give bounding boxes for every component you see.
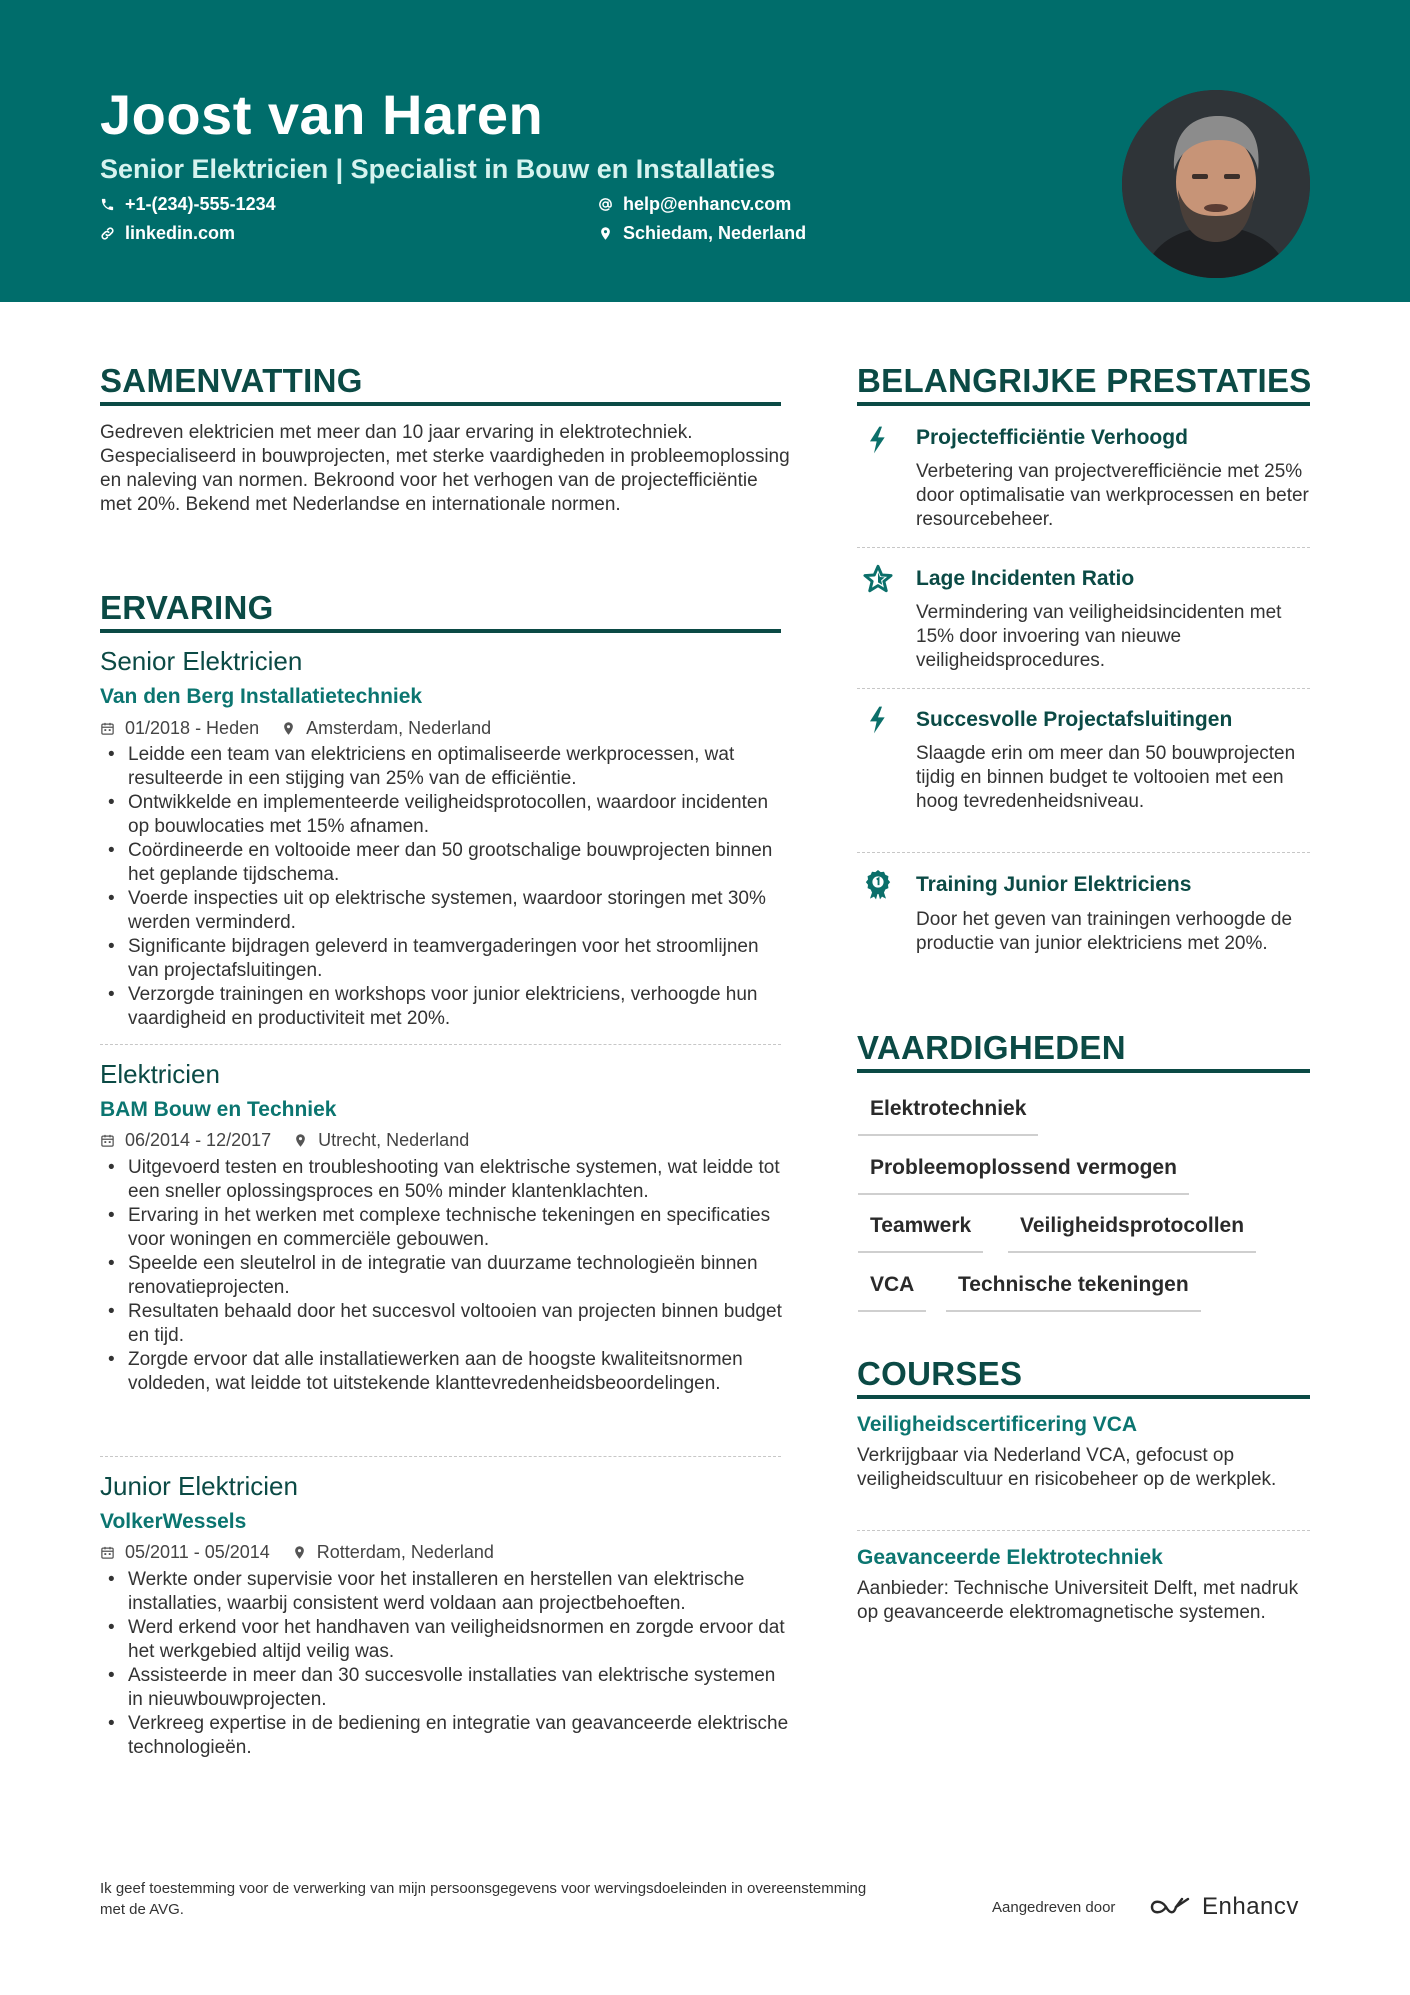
course-text: Aanbieder: Technische Universiteit Delft, met nadruk op geavanceerde elektromagnetische systemen. bbox=[857, 1578, 1299, 1623]
list-item: • Leidde een team van elektriciens en optimaliseerde werkprocessen, wat resulteerde in een stijging van 25% van de efficiëntie. bbox=[100, 743, 790, 791]
map-pin-icon bbox=[293, 1133, 308, 1148]
divider bbox=[857, 547, 1310, 548]
divider bbox=[857, 1530, 1310, 1531]
achievements-rule bbox=[857, 402, 1310, 406]
achievement-text: Verbetering van projectverefficiëncie met 25% door optimalisatie van werkprocessen en beter resourcebeheer. bbox=[916, 461, 1309, 530]
list-item: • Assisteerde in meer dan 30 succesvolle installaties van elektrische systemen in nieuwbouwprojecten. bbox=[100, 1664, 790, 1712]
job-company: BAM Bouw en Techniek bbox=[100, 1098, 337, 1121]
course-title: Geavanceerde Elektrotechniek bbox=[857, 1546, 1163, 1569]
list-item: • Zorgde ervoor dat alle installatiewerken aan de hoogste kwaliteitsnormen voldeden, wat leidde tot uitstekende klanttevredenheidsbeoordelingen. bbox=[100, 1348, 790, 1396]
map-pin-icon bbox=[292, 1545, 307, 1560]
job-dates: 06/2014 - 12/2017 bbox=[125, 1130, 272, 1150]
skill-tag: Technische tekeningen bbox=[946, 1272, 1201, 1312]
experience-rule bbox=[100, 629, 781, 633]
skill-tag: Probleemoplossend vermogen bbox=[858, 1155, 1189, 1195]
job-bullets bbox=[100, 1568, 790, 1760]
achievement-title: Projectefficiëntie Verhoogd bbox=[916, 426, 1188, 449]
job-dates: 01/2018 - Heden bbox=[125, 718, 260, 738]
job-meta bbox=[100, 1128, 469, 1152]
enhancv-logo[interactable] bbox=[1148, 1892, 1299, 1922]
achievement-text: Vermindering van veiligheidsincidenten met 15% door invoering van nieuwe veiligheidsprocedures. bbox=[916, 602, 1282, 671]
contact-linkedin-text: linkedin.com bbox=[125, 223, 236, 243]
candidate-name: Joost van Haren bbox=[100, 83, 544, 146]
courses-heading: COURSES bbox=[857, 1355, 1023, 1392]
job-bullets bbox=[100, 1156, 790, 1396]
list-item: • Resultaten behaald door het succesvol voltooien van projecten binnen budget en tijd. bbox=[100, 1300, 790, 1348]
profile-photo bbox=[1122, 90, 1310, 278]
star-icon bbox=[862, 563, 894, 595]
divider bbox=[857, 852, 1310, 853]
job-location bbox=[281, 716, 491, 740]
lightning-icon bbox=[862, 704, 894, 736]
skill-tag: Veiligheidsprotocollen bbox=[1008, 1213, 1256, 1253]
header-banner bbox=[0, 0, 1410, 302]
powered-by-label: Aangedreven door bbox=[992, 1899, 1116, 1916]
job-location-text: Rotterdam, Nederland bbox=[316, 1542, 494, 1562]
experience-heading: ERVARING bbox=[100, 589, 274, 626]
enhancv-brand: Enhancv bbox=[1202, 1893, 1299, 1920]
job-dates: 05/2011 - 05/2014 bbox=[125, 1542, 270, 1562]
map-pin-icon bbox=[598, 226, 613, 241]
course-title: Veiligheidscertificering VCA bbox=[857, 1413, 1138, 1436]
list-item: • Uitgevoerd testen en troubleshooting van elektrische systemen, wat leidde tot een sneller oplossingsproces en 50% minder klantenklachten. bbox=[100, 1156, 790, 1204]
summary-rule bbox=[100, 402, 781, 406]
achievement-text: Slaagde erin om meer dan 50 bouwprojecten tijdig en binnen budget te voltooien met een hoog tevredenheidsniveau. bbox=[916, 743, 1296, 812]
achievement-title: Lage Incidenten Ratio bbox=[916, 567, 1135, 590]
divider bbox=[100, 1044, 781, 1045]
job-company: Van den Berg Installatietechniek bbox=[100, 685, 423, 708]
job-location-text: Amsterdam, Nederland bbox=[306, 718, 492, 738]
contact-email-text: help@enhancv.com bbox=[623, 194, 792, 214]
contact-phone[interactable] bbox=[100, 192, 276, 216]
link-icon bbox=[100, 226, 115, 241]
job-location bbox=[293, 1128, 469, 1152]
map-pin-icon bbox=[281, 721, 296, 736]
contact-linkedin[interactable] bbox=[100, 221, 235, 245]
calendar-icon bbox=[100, 1545, 115, 1560]
courses-rule bbox=[857, 1395, 1310, 1399]
contact-email[interactable] bbox=[598, 192, 791, 216]
at-icon bbox=[598, 197, 613, 212]
award-badge-icon bbox=[862, 868, 894, 900]
list-item: • Significante bijdragen geleverd in teamvergaderingen voor het stroomlijnen van projectafsluitingen. bbox=[100, 935, 790, 983]
enhancv-logo-icon bbox=[1148, 1895, 1194, 1919]
skills-heading: VAARDIGHEDEN bbox=[857, 1029, 1126, 1066]
job-company: VolkerWessels bbox=[100, 1510, 247, 1533]
list-item: • Speelde een sleutelrol in de integratie van duurzame technologieën binnen renovatieprojecten. bbox=[100, 1252, 790, 1300]
achievements-heading: BELANGRIJKE PRESTATIES bbox=[857, 362, 1312, 399]
skill-tag: Elektrotechniek bbox=[858, 1096, 1038, 1136]
skills-rule bbox=[857, 1069, 1310, 1073]
job-meta bbox=[100, 716, 491, 740]
job-location-text: Utrecht, Nederland bbox=[318, 1130, 470, 1150]
divider bbox=[857, 688, 1310, 689]
job-title: Elektricien bbox=[100, 1059, 220, 1089]
skill-tag: Teamwerk bbox=[858, 1213, 983, 1253]
job-location bbox=[292, 1540, 494, 1564]
divider bbox=[100, 1456, 781, 1457]
job-bullets bbox=[100, 743, 790, 1031]
job-title: Junior Elektricien bbox=[100, 1471, 298, 1501]
portrait-illustration bbox=[1122, 90, 1310, 278]
contact-phone-text: +1-(234)-555-1234 bbox=[125, 194, 276, 214]
candidate-subtitle: Senior Elektricien | Specialist in Bouw en Installaties bbox=[100, 154, 776, 184]
calendar-icon bbox=[100, 721, 115, 736]
skill-tag: VCA bbox=[858, 1272, 926, 1312]
summary-heading: SAMENVATTING bbox=[100, 362, 363, 399]
calendar-icon bbox=[100, 1133, 115, 1148]
achievement-text: Door het geven van trainingen verhoogde de productie van junior elektriciens met 20%. bbox=[916, 909, 1293, 954]
achievement-title: Succesvolle Projectafsluitingen bbox=[916, 708, 1233, 731]
list-item: • Ervaring in het werken met complexe technische tekeningen en specificaties voor woningen en commerciële gebouwen. bbox=[100, 1204, 790, 1252]
achievement-title: Training Junior Elektriciens bbox=[916, 873, 1192, 896]
contact-location-text: Schiedam, Nederland bbox=[623, 223, 807, 243]
lightning-icon bbox=[862, 424, 894, 456]
list-item: • Voerde inspecties uit op elektrische systemen, waardoor storingen met 30% werden verminderd. bbox=[100, 887, 790, 935]
list-item: • Ontwikkelde en implementeerde veiligheidsprotocollen, waardoor incidenten op bouwlocaties met 15% afnamen. bbox=[100, 791, 790, 839]
list-item: • Coördineerde en voltooide meer dan 50 grootschalige bouwprojecten binnen het geplande tijdschema. bbox=[100, 839, 790, 887]
list-item: • Werkte onder supervisie voor het installeren en herstellen van elektrische installaties, waarbij consistent werd voldaan aan projectbehoeften. bbox=[100, 1568, 790, 1616]
course-text: Verkrijgbaar via Nederland VCA, gefocust op veiligheidscultuur en risicobeheer op de werkplek. bbox=[857, 1445, 1277, 1490]
list-item: • Verkreeg expertise in de bediening en integratie van geavanceerde elektrische technologieën. bbox=[100, 1712, 790, 1760]
summary-text: Gedreven elektricien met meer dan 10 jaar ervaring in elektrotechniek. Gespecialiseerd in bouwprojecten, met sterke vaardigheden in probleemoplossing en naleving van normen. Bekroond voor het verhogen van de projectefficiëntie met 20%. Bekend met Nederlandse en internationale normen. bbox=[100, 422, 790, 515]
list-item: • Werd erkend voor het handhaven van veiligheidsnormen en zorgde ervoor dat het werkgebied altijd veilig was. bbox=[100, 1616, 790, 1664]
contact-location bbox=[598, 221, 806, 245]
phone-icon bbox=[100, 197, 115, 212]
job-title: Senior Elektricien bbox=[100, 646, 303, 676]
list-item: • Verzorgde trainingen en workshops voor junior elektriciens, verhoogde hun vaardigheid en productiviteit met 20%. bbox=[100, 983, 790, 1031]
consent-note: Ik geef toestemming voor de verwerking van mijn persoonsgegevens voor wervingsdoeleinden in overeenstemming met de AVG. bbox=[100, 1880, 867, 1918]
job-meta bbox=[100, 1540, 494, 1564]
